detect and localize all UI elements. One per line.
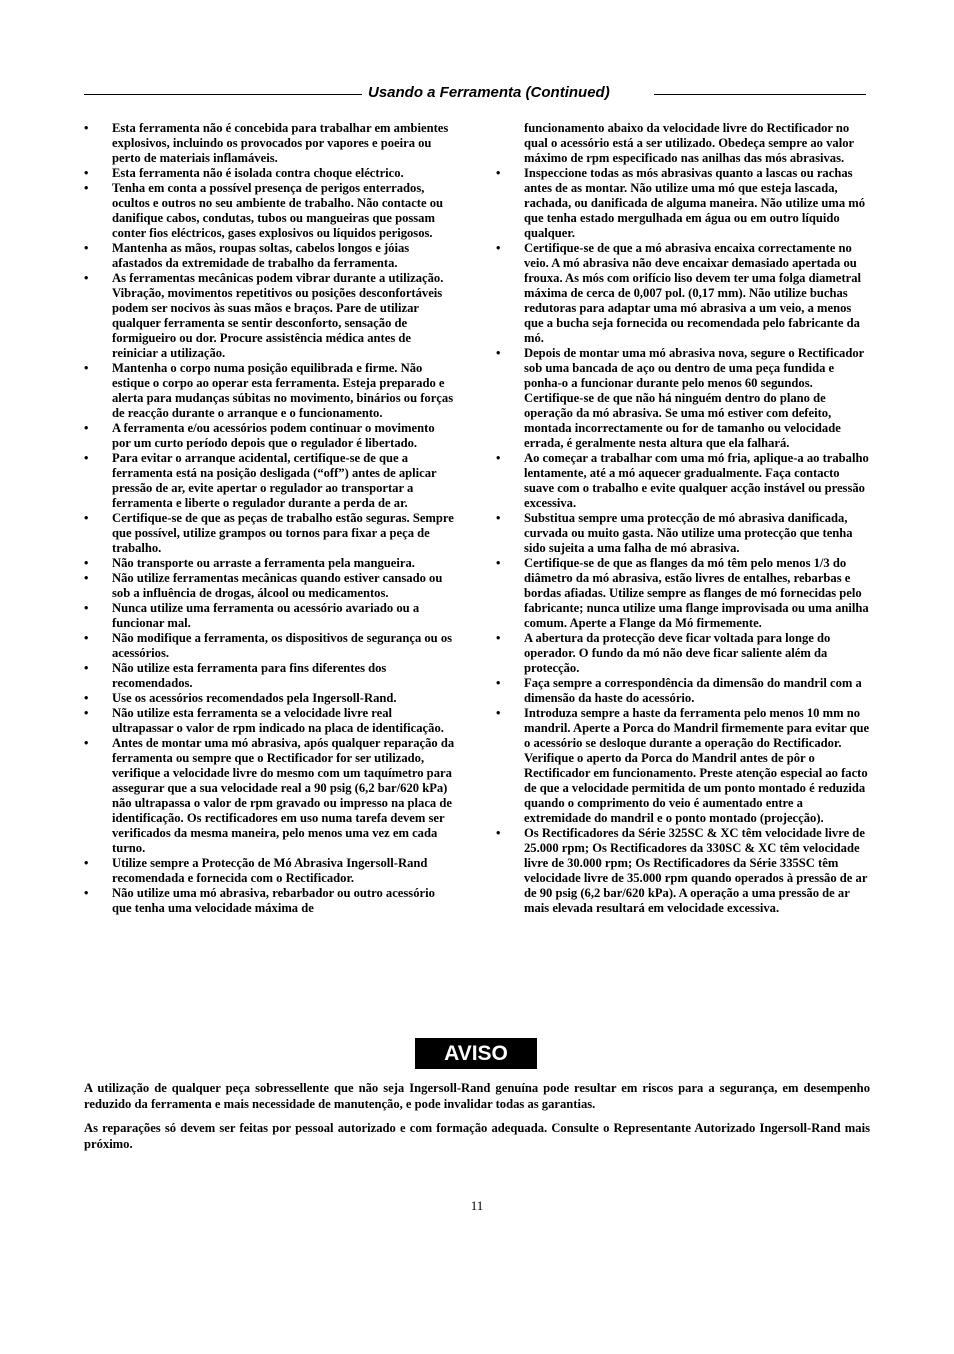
bullet-item: • Utilize sempre a Protecção de Mó Abrasiva Ingersoll-Rand recomendada e fornecida com o Rectificador.	[84, 856, 456, 886]
section-header	[84, 83, 866, 103]
bullet-item: • Certifique-se de que a mó abrasiva encaixa correctamente no veio. A mó abrasiva não deve encaixar demasiado apertada ou frouxa. As mós com orifício liso devem ter uma folga diametral máxima de cerca de 0,007 pol. (0,17 mm). Não utilize buchas redutoras para adaptar uma mó abrasiva a um veio, a menos que a bucha seja fornecida ou recomendada pelo fabricante da mó.	[496, 241, 870, 346]
bullet-item: • Mantenha o corpo numa posição equilibrada e firme. Não estique o corpo ao operar esta ferramenta. Esteja preparado e alerta para mudanças súbitas no movimento, binários ou forças de reacção durante o arranque e o funcionamento.	[84, 361, 456, 421]
left-bullet-list	[84, 121, 456, 916]
bullet-item: • Esta ferramenta não é concebida para trabalhar em ambientes explosivos, incluindo os provocados por vapores e poeira ou perto de materiais inflamáveis.	[84, 121, 456, 166]
bullet-item: • Não utilize uma mó abrasiva, rebarbador ou outro acessório que tenha uma velocidade máxima de	[84, 886, 456, 916]
bullet-item: • Os Rectificadores da Série 325SC & XC têm velocidade livre de 25.000 rpm; Os Rectificadores da 330SC & XC têm velocidade livre de 30.000 rpm; Os Rectificadores da Série 335SC têm velocidade livre de 35.000 rpm quando operados à pressão de ar de 90 psig (6,2 bar/620 kPa). A operação a uma pressão de ar mais elevada resultará em velocidade excessiva.	[496, 826, 870, 916]
warning-notes	[84, 1080, 870, 1160]
warning-paragraph: A utilização de qualquer peça sobressellente que não seja Ingersoll-Rand genuína pode resultar em riscos para a segurança, em desempenho reduzido da ferramenta e mais necessidade de manutenção, e pode invalidar todas as garantias.	[84, 1081, 870, 1111]
bullet-item: • Nunca utilize uma ferramenta ou acessório avariado ou a funcionar mal.	[84, 601, 456, 631]
warning-paragraph: As reparações só devem ser feitas por pessoal autorizado e com formação adequada. Consulte o Representante Autorizado Ingersoll-Rand mais próximo.	[84, 1121, 870, 1151]
continued-item: funcionamento abaixo da velocidade livre do Rectificador no qual o acessório está a ser utilizado. Obedeça sempre ao valor máximo de rpm especificado nas anilhas das mós abrasivas.	[524, 121, 854, 165]
page-number: 11	[470, 1198, 484, 1213]
left-column	[84, 121, 456, 916]
bullet-item: • Substitua sempre uma protecção de mó abrasiva danificada, curvada ou muito gasta. Não utilize uma protecção que tenha sido sujeita a uma falha de mó abrasiva.	[496, 511, 870, 556]
header-rule-right	[654, 94, 866, 95]
bullet-item: • A abertura da protecção deve ficar voltada para longe do operador. O fundo da mó não deve ficar saliente além da protecção.	[496, 631, 870, 676]
bullet-item: • Use os acessórios recomendados pela Ingersoll-Rand.	[84, 691, 456, 706]
bullet-item: • Antes de montar uma mó abrasiva, após qualquer reparação da ferramenta ou sempre que o Rectificador for ser utilizado, verifique a velocidade livre do mesmo com um taquímetro para assegurar que a sua velocidade real a 90 psig (6,2 bar/620 kPa) não ultrapassa o valor de rpm gravado ou impresso na placa de identificação. Os rectificadores em uso numa tarefa devem ser verificados da mesma maneira, pelo menos uma vez em cada turno.	[84, 736, 456, 856]
bullet-item: • As ferramentas mecânicas podem vibrar durante a utilização. Vibração, movimentos repetitivos ou posições desconfortáveis podem ser nocivos às suas mãos e braços. Pare de utilizar qualquer ferramenta se sentir desconforto, sensação de formigueiro ou dor. Procure assistência médica antes de reiniciar a utilização.	[84, 271, 456, 361]
bullet-item: • Certifique-se de que as peças de trabalho estão seguras. Sempre que possível, utilize grampos ou tornos para fixar a peça de trabalho.	[84, 511, 456, 556]
right-bullet-list	[496, 121, 870, 916]
bullet-item: • A ferramenta e/ou acessórios podem continuar o movimento por um curto período depois que o regulador é libertado.	[84, 421, 456, 451]
bullet-item: • Não utilize esta ferramenta para fins diferentes dos recomendados.	[84, 661, 456, 691]
bullet-item: • Faça sempre a correspondência da dimensão do mandril com a dimensão da haste do acessório.	[496, 676, 870, 706]
bullet-item: • Ao começar a trabalhar com uma mó fria, aplique-a ao trabalho lentamente, até a mó aquecer gradualmente. Faça contacto suave com o trabalho e evite qualquer acção instável ou pressão excessiva.	[496, 451, 870, 511]
bullet-item: • Certifique-se de que as flanges da mó têm pelo menos 1/3 do diâmetro da mó abrasiva, estão livres de entalhes, rebarbas e bordas afiadas. Utilize sempre as flanges de mó fornecidas pelo fabricante; nunca utilize uma flange improvisada ou uma anilha comum. Aperte a Flange da Mó firmemente.	[496, 556, 870, 631]
bullet-item: • Depois de montar uma mó abrasiva nova, segure o Rectificador sob uma bancada de aço ou dentro de uma peça fundida e ponha-o a funcionar durante pelo menos 60 segundos. Certifique-se de que não há ninguém dentro do plano de operação da mó abrasiva. Se uma mó estiver com defeito, montada incorrectamente ou for de tamanho ou velocidade errada, é geralmente nesta altura que ela falhará.	[496, 346, 870, 451]
section-title: Usando a Ferramenta (Continued)	[368, 84, 610, 101]
bullet-item: • Para evitar o arranque acidental, certifique-se de que a ferramenta está na posição desligada (“off”) antes de aplicar pressão de ar, evite apertar o regulador ao transportar a ferramenta e liberte o regulador durante a perda de ar.	[84, 451, 456, 511]
bullet-item: • Não modifique a ferramenta, os dispositivos de segurança ou os acessórios.	[84, 631, 456, 661]
bullet-item: • Não utilize ferramentas mecânicas quando estiver cansado ou sob a influência de drogas, álcool ou medicamentos.	[84, 571, 456, 601]
warning-label: AVISO	[415, 1038, 537, 1069]
bullet-item: • Esta ferramenta não é isolada contra choque eléctrico.	[84, 166, 456, 181]
bullet-item: • Não transporte ou arraste a ferramenta pela mangueira.	[84, 556, 456, 571]
bullet-item: • Não utilize esta ferramenta se a velocidade livre real ultrapassar o valor de rpm indicado na placa de identificação.	[84, 706, 456, 736]
bullet-item: • Mantenha as mãos, roupas soltas, cabelos longos e jóias afastados da extremidade de trabalho da ferramenta.	[84, 241, 456, 271]
bullet-item: • Tenha em conta a possível presença de perigos enterrados, ocultos e outros no seu ambiente de trabalho. Não contacte ou danifique cabos, condutas, tubos ou mangueiras que possam conter fios eléctricos, gases explosivos ou líquidos perigosos.	[84, 181, 456, 241]
bullet-item: • Introduza sempre a haste da ferramenta pelo menos 10 mm no mandril. Aperte a Porca do Mandril firmemente para evitar que o acessório se desloque durante a operação do Rectificador. Verifique o aperto da Porca do Mandril antes de pôr o Rectificador em funcionamento. Preste atenção especial ao facto de que a velocidade permitida de um ponto montado é reduzida quando o comprimento do veio é aumentado entre a extremidade do mandril e o ponto montado (projecção).	[496, 706, 870, 826]
header-rule-left	[84, 94, 362, 95]
bullet-item: • Inspeccione todas as mós abrasivas quanto a lascas ou rachas antes de as montar. Não utilize uma mó que esteja lascada, rachada, ou danificada de alguma maneira. Não utilize uma mó que tenha estado mergulhada em água ou em outro líquido qualquer.	[496, 166, 870, 241]
right-column	[496, 121, 870, 916]
